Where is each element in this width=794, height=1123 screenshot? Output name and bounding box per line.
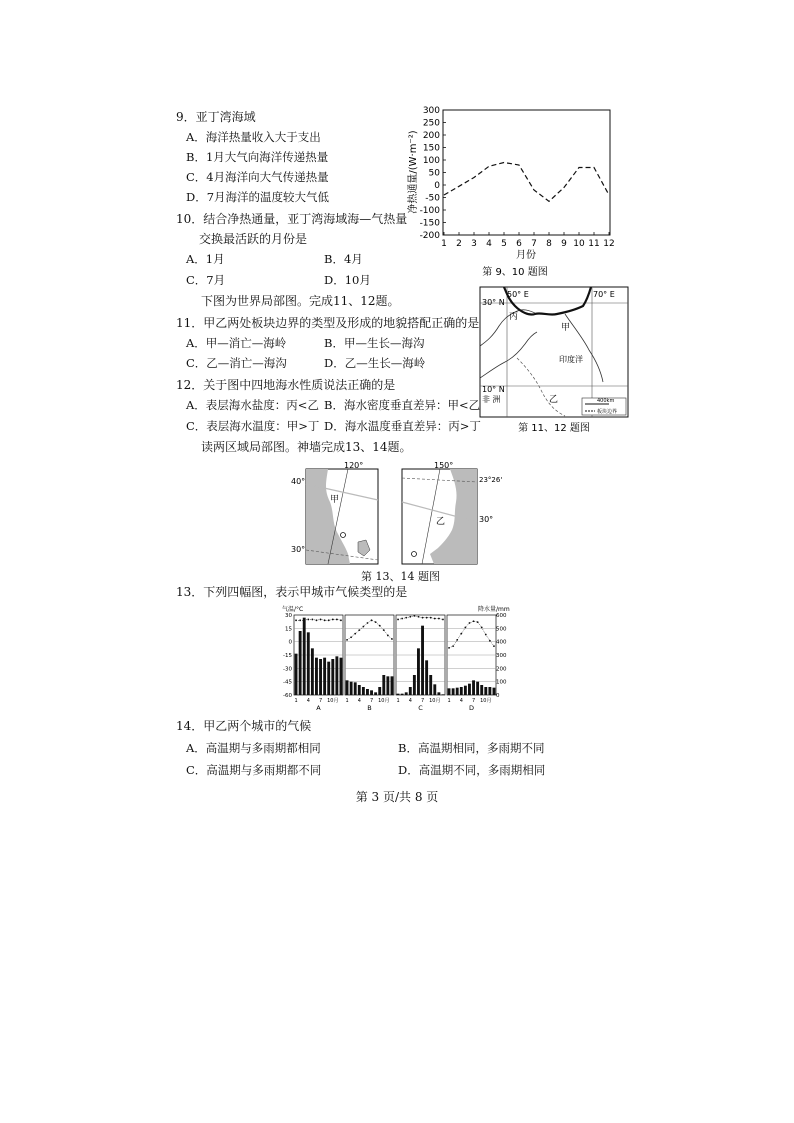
q14-option-d: D．高温期不同，多雨期相同: [398, 763, 546, 777]
precip-bar: [476, 682, 479, 695]
precip-bar: [456, 688, 459, 695]
month-tick-label: 1: [396, 698, 400, 704]
map14-city-yi: 乙: [436, 517, 446, 527]
map13-city-jia: 甲: [330, 495, 340, 505]
q10-option-b: B．4月: [324, 252, 363, 266]
climate-panel-C: [396, 615, 445, 712]
precip-bar: [425, 660, 428, 695]
temp-tick-label: 0: [288, 639, 292, 646]
panel-label: A: [316, 704, 321, 712]
temp-point: [324, 619, 326, 621]
climate-charts: [278, 602, 518, 714]
climate-panel-D: [447, 615, 496, 712]
precip-bar: [346, 680, 349, 695]
precip-bar: [303, 618, 306, 695]
precip-tick-label: 300: [496, 653, 507, 659]
temp-tick-label: -30: [283, 666, 292, 673]
precip-bar: [464, 686, 467, 695]
month-tick-label: 4: [408, 698, 412, 704]
temp-point: [371, 619, 373, 621]
q12-option-a: A．表层海水盐度：丙<乙: [186, 398, 319, 412]
precip-bar: [350, 682, 353, 695]
precip-bar: [370, 690, 373, 695]
temp-point: [307, 619, 309, 621]
temp-point: [362, 626, 364, 628]
q12-option-d: D．海水温度垂直差异：丙>丁: [324, 419, 481, 433]
temp-point: [320, 619, 322, 621]
q11-option-d: D．乙—生长—海岭: [324, 356, 426, 370]
map-bing-label: 丙: [509, 312, 519, 322]
x-tick-label: 5: [501, 239, 507, 249]
precip-bar: [480, 685, 483, 695]
chart-caption: 第 9、10 题图: [482, 267, 548, 278]
y-tick-label: 250: [422, 118, 440, 129]
x-tick-label: 6: [516, 239, 522, 249]
precip-bar: [295, 654, 298, 695]
temp-point: [469, 622, 471, 624]
month-tick-label: 1: [294, 698, 298, 704]
temp-point: [448, 647, 450, 649]
x-tick-label: 12: [603, 239, 615, 249]
q11-stem: 11．甲乙两处板块边界的类型及形成的地貌搭配正确的是: [176, 316, 480, 330]
temp-point: [418, 616, 420, 618]
precip-bar: [311, 648, 314, 695]
y-tick-label: 200: [422, 131, 440, 141]
precip-bar: [378, 687, 381, 695]
precip-bar: [354, 682, 357, 695]
precip-bar: [366, 689, 369, 695]
precip-bar: [401, 694, 404, 695]
map14-lat30: 30°: [479, 515, 494, 524]
y-tick-label: -150: [419, 218, 440, 229]
temp-tick-label: -15: [283, 653, 292, 659]
q11-option-c: C．乙—消亡—海沟: [186, 356, 287, 370]
q9-option-b: B．1月大气向海洋传递热量: [186, 150, 329, 164]
precip-bar: [429, 675, 432, 695]
precip-bar: [307, 632, 310, 695]
q10-stem-line1: 10．结合净热通量，亚丁湾海域海—气热量: [176, 212, 408, 226]
temp-point: [464, 627, 466, 629]
temp-point: [493, 645, 495, 647]
q10-option-a: A．1月: [186, 252, 225, 266]
map-13-14-caption: 第 13、14 题图: [361, 570, 440, 583]
temp-point: [346, 639, 348, 641]
q9-option-c: C．4月海洋向大气传递热量: [186, 170, 329, 184]
precip-tick-label: 100: [496, 679, 507, 686]
q12-option-b: B．海水密度垂直差异：甲<乙: [324, 398, 481, 412]
y-tick-label: -200: [419, 231, 440, 241]
precip-bar: [433, 684, 436, 695]
q10-stem-line2: 交换最活跃的月份是: [199, 232, 308, 246]
net-heat-flux-chart: [405, 102, 615, 282]
temp-point: [397, 619, 399, 621]
precip-bar: [460, 687, 463, 695]
month-tick-label: 10月: [378, 698, 390, 704]
x-tick-label: 9: [561, 239, 567, 249]
temp-tick-label: 30: [285, 613, 292, 619]
month-tick-label: 4: [306, 698, 310, 704]
month-tick-label: 7: [369, 698, 374, 704]
map-lat-30: 30° N: [482, 298, 505, 307]
climate-precip-label: 降水量/mm: [478, 606, 510, 613]
month-tick-label: 7: [471, 698, 476, 704]
q14-option-a: A．高温期与多雨期都相同: [186, 741, 321, 755]
temp-point: [336, 619, 338, 621]
month-tick-label: 1: [345, 698, 349, 704]
precip-bar: [437, 692, 440, 695]
temp-point: [452, 645, 454, 647]
precip-bar: [397, 694, 400, 695]
region-map-jia: [288, 462, 388, 566]
precip-bar: [340, 658, 343, 695]
temp-point: [303, 619, 305, 621]
q9-stem: 9．亚丁湾海域: [176, 110, 256, 124]
temp-point: [299, 619, 301, 621]
panel-label: C: [418, 704, 423, 712]
precip-tick-label: 0: [496, 693, 500, 699]
map13-lat30: 30°: [291, 545, 306, 554]
precip-bar: [417, 648, 420, 695]
intro-11-12: 下图为世界局部图。完成11、12题。: [201, 294, 400, 308]
q14-stem: 14．甲乙两个城市的气候: [176, 719, 312, 733]
temp-point: [311, 619, 313, 621]
precip-bar: [488, 687, 491, 695]
precip-bar: [448, 688, 451, 695]
q9-option-d: D．7月海洋的温度较大气低: [186, 190, 330, 204]
temp-tick-label: -60: [283, 693, 292, 699]
precip-bar: [362, 687, 365, 695]
temp-point: [485, 634, 487, 636]
month-tick-label: 4: [357, 698, 361, 704]
month-tick-label: 7: [318, 698, 323, 704]
precip-bar: [319, 659, 322, 695]
map-ocean-label: 印度洋: [559, 355, 583, 364]
q12-option-c: C．表层海水温度：甲>丁: [186, 419, 320, 433]
map14-lon: 150°: [434, 462, 454, 470]
map-lon-50: 50° E: [507, 290, 529, 299]
intro-13-14: 读两区域局部图。神墙完成13、14题。: [201, 440, 412, 454]
q14-option-c: C．高温期与多雨期都不同: [186, 763, 322, 777]
precip-bar: [413, 675, 416, 695]
temp-point: [367, 622, 369, 624]
map-africa-label: 非 洲: [482, 395, 501, 404]
climate-temp-label: 气温/°C: [282, 606, 304, 613]
temp-point: [426, 617, 428, 619]
precip-tick-label: 500: [496, 626, 507, 633]
map-jia-label: 甲: [561, 323, 571, 333]
temp-point: [422, 617, 424, 619]
panel-label: D: [468, 704, 475, 712]
precip-tick-label: 200: [496, 666, 507, 673]
y-tick-label: 0: [434, 181, 440, 191]
map-lon-70: 70° E: [593, 290, 615, 299]
temp-point: [295, 619, 297, 621]
precip-bar: [327, 662, 330, 695]
temp-point: [489, 640, 491, 642]
temp-point: [473, 620, 475, 622]
month-tick-label: 7: [420, 698, 425, 704]
x-tick-label: 2: [456, 239, 462, 249]
precip-bar: [452, 688, 455, 695]
q11-option-b: B．甲—生长—海沟: [324, 336, 425, 350]
q13-stem: 13．下列四幅图，表示甲城市气候类型的是: [176, 585, 408, 599]
precip-bar: [484, 687, 487, 695]
x-tick-label: 8: [546, 239, 552, 249]
precip-bar: [382, 675, 385, 695]
x-tick-label: 11: [588, 239, 600, 249]
precip-bar: [331, 659, 334, 695]
map-legend-label: 板块边界: [597, 409, 618, 415]
map-yi-label: 乙: [549, 395, 559, 405]
temp-point: [442, 619, 444, 621]
temp-point: [332, 619, 334, 621]
temp-point: [460, 633, 462, 635]
climate-panel-B: [345, 615, 394, 712]
temp-point: [391, 638, 393, 640]
q9-option-a: A．海洋热量收入大于支出: [186, 130, 321, 144]
map14-lat-tropic: 23°26': [479, 476, 503, 484]
temp-point: [434, 618, 436, 620]
temp-point: [401, 618, 403, 620]
month-tick-label: 4: [459, 698, 463, 704]
region-map-yi: [400, 462, 512, 566]
map13-lat40: 40°: [291, 477, 306, 486]
map-lat-10: 10° N: [482, 385, 505, 394]
temp-point: [375, 621, 377, 623]
chart-y-label: 净热通量/(W·m⁻²): [408, 130, 419, 214]
temp-point: [456, 639, 458, 641]
temp-point: [328, 619, 330, 621]
temp-point: [354, 633, 356, 635]
x-tick-label: 1: [441, 239, 447, 249]
world-partial-map: [479, 286, 629, 436]
month-tick-label: 10月: [429, 698, 441, 704]
x-tick-label: 10: [573, 239, 585, 249]
temp-tick-label: -45: [283, 679, 292, 686]
x-tick-label: 4: [486, 239, 492, 249]
temp-point: [340, 619, 342, 621]
precip-tick-label: 400: [496, 639, 507, 646]
precip-bar: [358, 685, 361, 695]
temp-point: [438, 618, 440, 620]
precip-bar: [386, 676, 389, 695]
map-1112-caption: 第 11、12 题图: [518, 423, 590, 434]
y-tick-label: 100: [422, 156, 440, 166]
precip-bar: [472, 680, 475, 695]
precip-bar: [468, 684, 471, 695]
panel-label: B: [367, 704, 372, 712]
page-footer: 第 3 页/共 8 页: [355, 790, 439, 804]
precip-bar: [335, 656, 338, 695]
map-scale-label: 400km: [597, 398, 615, 404]
temp-point: [316, 619, 318, 621]
temp-point: [379, 625, 381, 627]
temp-point: [405, 617, 407, 619]
temp-point: [383, 629, 385, 631]
climate-panel-A: [294, 615, 343, 712]
precip-bar: [323, 658, 326, 695]
temp-point: [409, 616, 411, 618]
q14-option-b: B．高温期相同，多雨期不同: [398, 741, 545, 755]
q10-option-c: C．7月: [186, 273, 226, 287]
temp-point: [481, 627, 483, 629]
precip-bar: [299, 631, 302, 695]
x-tick-label: 7: [531, 239, 537, 249]
temp-point: [430, 617, 432, 619]
y-tick-label: 50: [428, 168, 440, 179]
q10-option-d: D．10月: [324, 273, 371, 287]
y-tick-label: 150: [422, 143, 440, 154]
y-tick-label: -100: [419, 206, 440, 216]
temp-point: [350, 636, 352, 638]
month-tick-label: 10月: [480, 698, 492, 704]
map13-lon: 120°: [344, 462, 364, 470]
temp-point: [477, 621, 479, 623]
temp-tick-label: 15: [285, 626, 292, 633]
y-tick-label: 300: [422, 106, 440, 116]
precip-bar: [442, 694, 445, 695]
precip-bar: [409, 687, 412, 695]
q11-option-a: A．甲—消亡—海岭: [186, 336, 287, 350]
q12-stem: 12．关于图中四地海水性质说法正确的是: [176, 378, 396, 392]
temp-point: [387, 635, 389, 637]
x-tick-label: 3: [471, 239, 477, 249]
precip-bar: [421, 626, 424, 695]
temp-point: [413, 615, 415, 617]
chart-x-label: 月份: [516, 250, 536, 261]
precip-bar: [391, 676, 394, 695]
y-tick-label: -50: [425, 193, 440, 204]
precip-bar: [315, 658, 318, 695]
precip-bar: [374, 692, 377, 695]
month-tick-label: 1: [447, 698, 451, 704]
precip-bar: [405, 692, 408, 695]
precip-tick-label: 600: [496, 613, 507, 619]
month-tick-label: 10月: [327, 698, 339, 704]
precip-bar: [493, 688, 496, 695]
temp-point: [358, 629, 360, 631]
